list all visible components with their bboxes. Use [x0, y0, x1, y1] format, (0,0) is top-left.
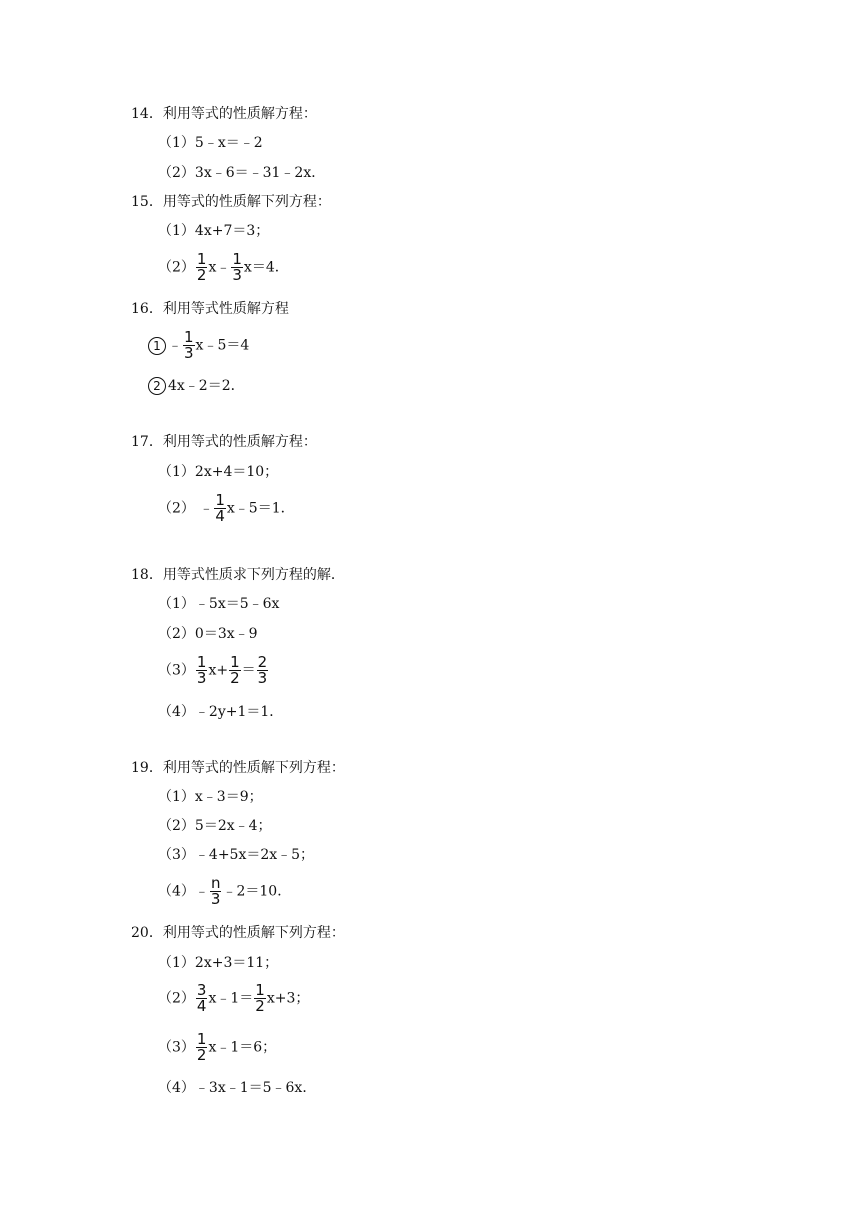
denominator: 4 [196, 997, 207, 1015]
equation-text: x+ [208, 662, 229, 679]
question-18-part-3 [158, 655, 269, 686]
equation-text: x﹣1＝ [208, 990, 254, 1007]
equation-text: ﹣ [168, 337, 182, 354]
numerator: n [210, 874, 221, 892]
fraction [231, 252, 243, 283]
numerator: 1 [196, 1030, 207, 1048]
part-label: （3） [158, 662, 195, 679]
fraction [196, 983, 208, 1014]
circled-number-2: 2 [148, 377, 166, 395]
part-label: （4）﹣ [158, 883, 209, 900]
denominator: 3 [184, 344, 194, 362]
denominator: 2 [196, 266, 207, 284]
question-17-part-1: （1）2x+4＝10； [158, 464, 279, 480]
question-18-part-1: （1）﹣5x＝5﹣6x [158, 596, 280, 612]
fraction [196, 1032, 208, 1063]
question-19-part-4 [158, 876, 291, 907]
fraction [196, 655, 208, 686]
question-15-part-1: （1）4x+7＝3； [158, 223, 270, 239]
question-19-title: 19．利用等式的性质解下列方程： [131, 760, 345, 776]
denominator: 2 [230, 669, 240, 687]
fraction [183, 330, 195, 361]
denominator: 3 [210, 890, 221, 908]
question-20-title: 20．利用等式的性质解下列方程： [131, 925, 345, 941]
part-label: （2） ﹣ [158, 500, 214, 517]
question-18-part-4: （4）﹣2y+1＝1． [158, 704, 284, 720]
numerator: 1 [184, 328, 194, 346]
denominator: 3 [257, 669, 268, 687]
numerator: 1 [255, 981, 265, 999]
part-label: （2） [158, 990, 195, 1007]
equation-text: ＝ [241, 662, 256, 679]
numerator: 1 [232, 250, 242, 268]
question-16-title: 16．利用等式性质解方程 [131, 301, 289, 317]
numerator: 2 [257, 653, 268, 671]
numerator: 1 [196, 653, 207, 671]
numerator: 1 [196, 250, 207, 268]
question-14-part-2: （2）3x﹣6＝﹣31﹣2x． [158, 165, 326, 181]
circled-number-1: 1 [148, 337, 166, 355]
question-15-part-2 [158, 252, 289, 283]
question-20-part-2 [158, 983, 309, 1014]
denominator: 2 [255, 997, 265, 1015]
numerator: 3 [196, 981, 207, 999]
question-20-part-4: （4）﹣3x﹣1＝5﹣6x． [158, 1080, 317, 1096]
question-20-part-1: （1）2x+3＝11； [158, 955, 279, 971]
fraction [229, 655, 241, 686]
part-label: （2） [158, 259, 195, 276]
question-18-part-2: （2）0＝3x﹣9 [158, 626, 258, 642]
question-19-part-2: （2）5＝2x﹣4； [158, 818, 272, 834]
question-17-part-2 [158, 493, 295, 524]
equation-text: ﹣2＝10． [222, 883, 292, 900]
question-18-title: 18．用等式性质求下列方程的解． [131, 567, 345, 583]
fraction [196, 252, 208, 283]
question-16-part-1 [148, 330, 249, 361]
denominator: 2 [196, 1046, 207, 1064]
denominator: 4 [215, 507, 225, 525]
question-15-title: 15．用等式的性质解下列方程： [131, 194, 331, 210]
equation-text: x﹣1＝6； [208, 1039, 277, 1056]
equation-text: x﹣5＝1． [226, 500, 295, 517]
question-19-part-3: （3）﹣4+5x＝2x﹣5； [158, 847, 315, 863]
fraction [254, 983, 266, 1014]
equation-text: x+3； [266, 990, 310, 1007]
equation-text: 4x﹣2＝2． [168, 378, 245, 394]
part-label: （3） [158, 1039, 195, 1056]
numerator: 1 [215, 491, 225, 509]
equation-text: x＝4． [243, 259, 289, 276]
question-14-title: 14．利用等式的性质解方程： [131, 106, 317, 122]
equation-text: x﹣5＝4 [195, 337, 250, 354]
question-19-part-1: （1）x﹣3＝9； [158, 789, 263, 805]
fraction [257, 655, 269, 686]
question-14-part-1: （1）5﹣x＝﹣2 [158, 135, 263, 151]
question-17-title: 17．利用等式的性质解方程： [131, 434, 317, 450]
numerator: 1 [230, 653, 240, 671]
question-16-part-2 [148, 376, 245, 396]
denominator: 3 [196, 669, 207, 687]
fraction [210, 876, 222, 907]
denominator: 3 [232, 266, 242, 284]
equation-text: x﹣ [208, 259, 231, 276]
question-20-part-3 [158, 1032, 276, 1063]
fraction [214, 493, 226, 524]
